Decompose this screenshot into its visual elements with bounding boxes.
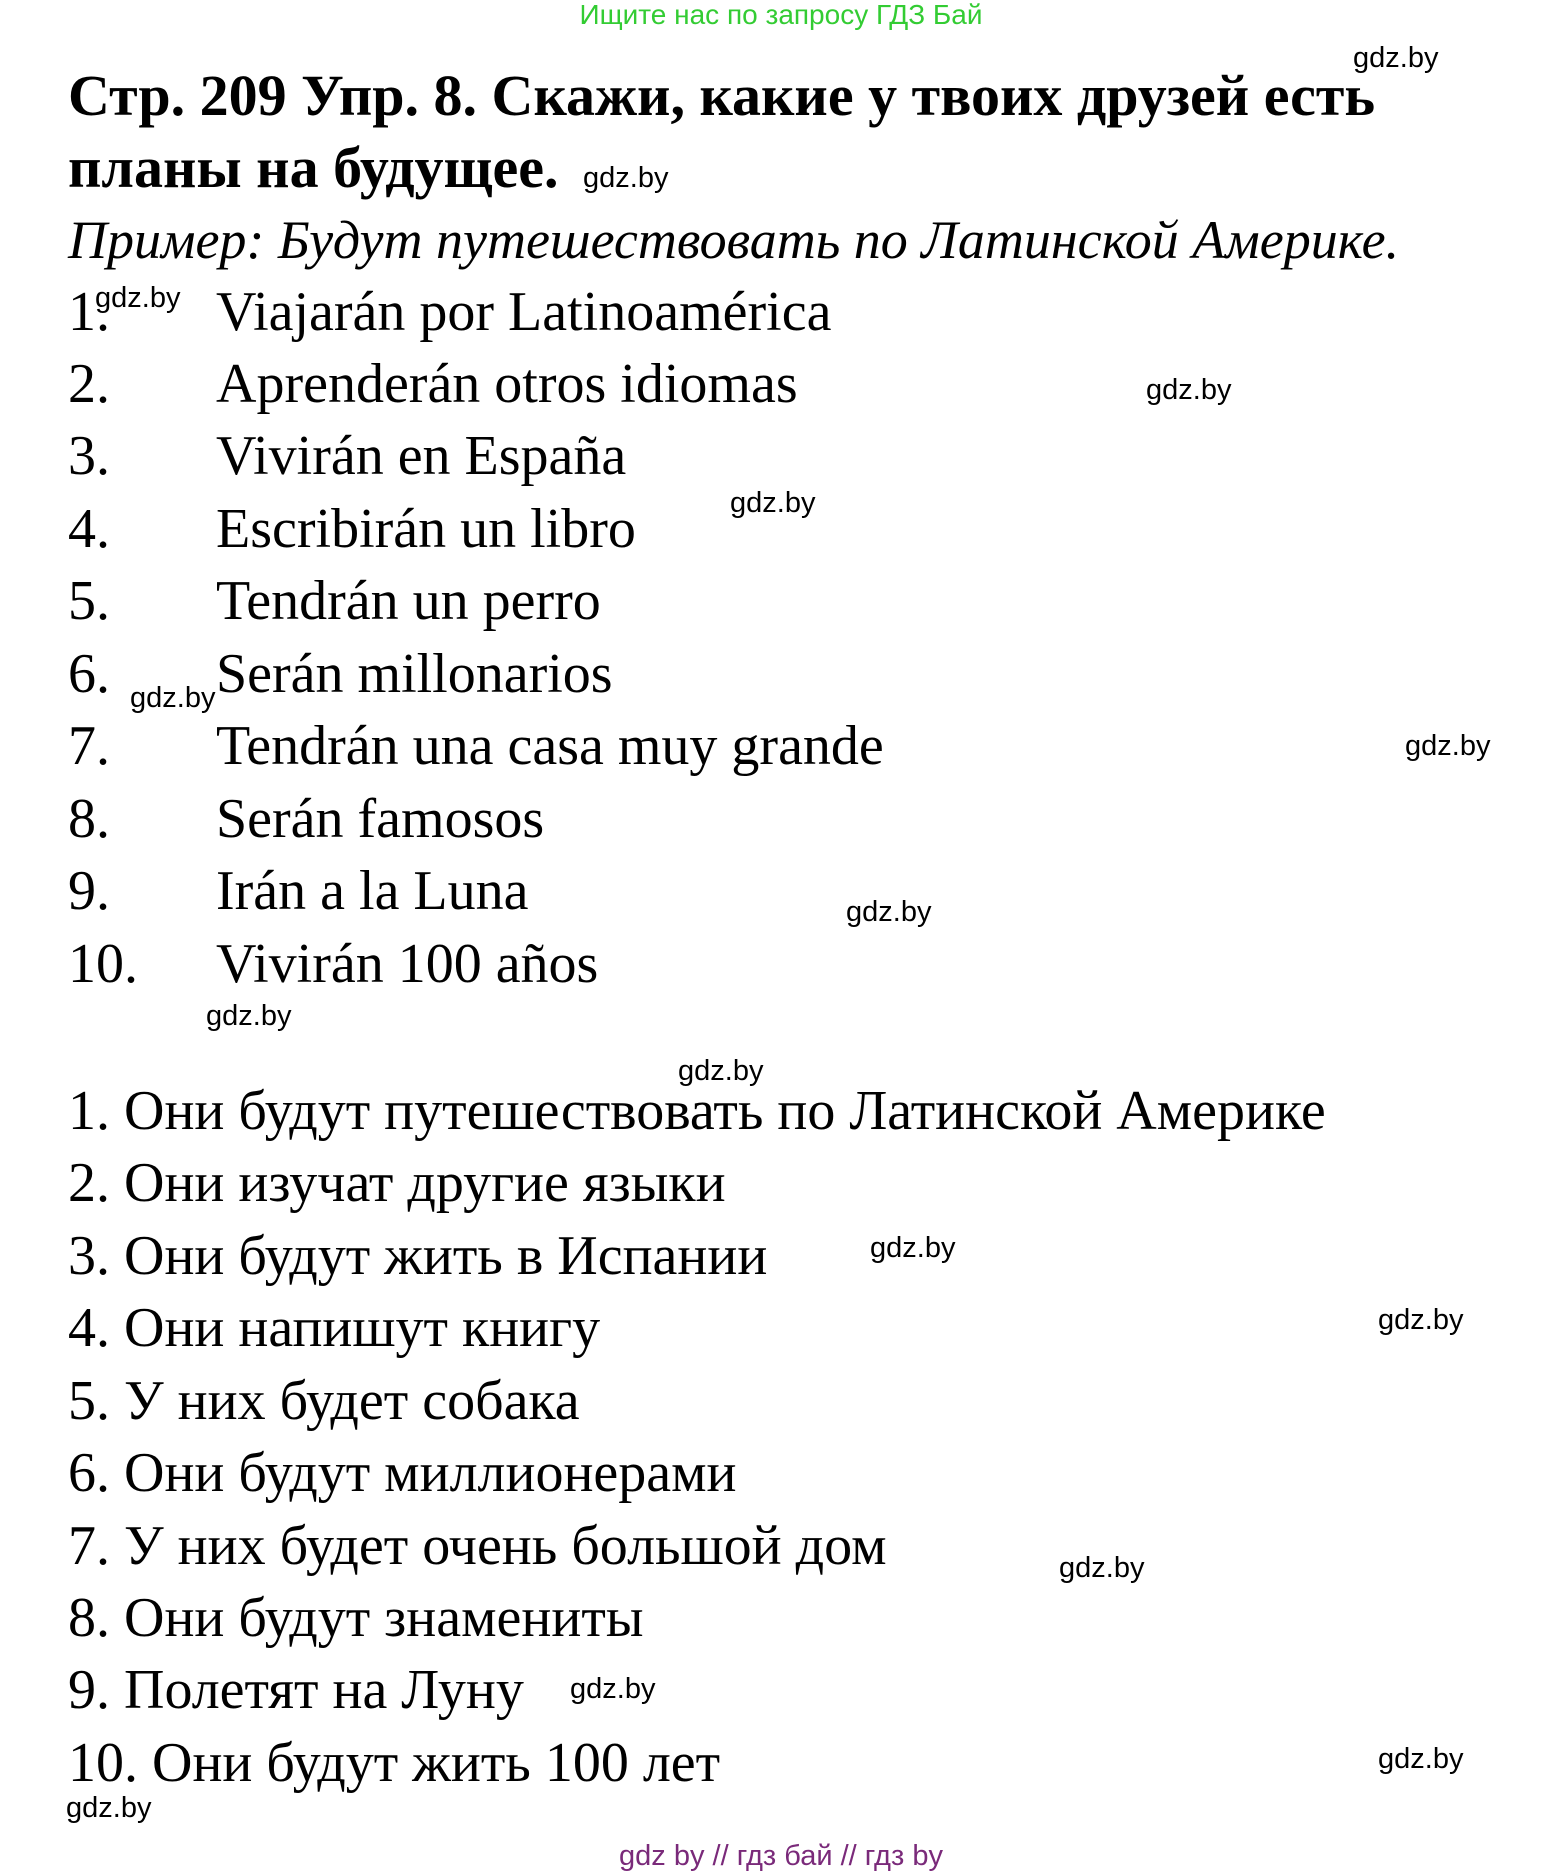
watermark: gdz.by <box>1146 374 1232 406</box>
watermark: gdz.by <box>730 487 816 519</box>
footer-links: gdz by // гдз бай // гдз by <box>619 1840 943 1872</box>
translation-item: 5. У них будет собака <box>68 1370 580 1432</box>
item-text: Vivirán en España <box>216 425 627 487</box>
spanish-item <box>68 859 528 923</box>
item-text: Viajarán por Latinoamérica <box>216 281 832 343</box>
translation-item: 10. Они будут жить 100 лет <box>68 1732 721 1794</box>
translation-item: 1. Они будут путешествовать по Латинской Америке <box>68 1080 1326 1142</box>
item-number: 3. <box>68 425 110 487</box>
spanish-item <box>68 569 601 633</box>
item-text: Irán a la Luna <box>216 860 529 922</box>
item-number: 7. <box>68 715 110 777</box>
spanish-item <box>68 497 636 561</box>
item-number: 1. <box>68 281 110 343</box>
item-text: Tendrán una casa muy grande <box>216 715 884 777</box>
watermark: gdz.by <box>95 282 181 314</box>
item-number: 10. <box>68 933 138 995</box>
watermark: gdz.by <box>570 1673 656 1705</box>
heading-line-1: Стр. 209 Упр. 8. Скажи, какие у твоих друзей есть <box>68 63 1376 128</box>
translation-item: 2. Они изучат другие языки <box>68 1152 726 1214</box>
item-number: 4. <box>68 498 110 560</box>
heading-line-2-text: планы на будущее. <box>68 135 559 200</box>
item-text: Vivirán 100 años <box>216 933 599 995</box>
watermark: gdz.by <box>870 1232 956 1264</box>
watermark: gdz.by <box>1059 1552 1145 1584</box>
translation-item: 6. Они будут миллионерами <box>68 1442 737 1504</box>
watermark: gdz.by <box>1405 730 1491 762</box>
translation-item: 3. Они будут жить в Испании <box>68 1225 768 1287</box>
watermark: gdz.by <box>1378 1743 1464 1775</box>
spanish-item <box>68 352 798 416</box>
item-text: Aprenderán otros idiomas <box>216 353 798 415</box>
watermark: gdz.by <box>130 682 216 714</box>
translation-item: 7. У них будет очень большой дом <box>68 1515 887 1577</box>
spanish-item <box>68 280 831 344</box>
item-number: 5. <box>68 570 110 632</box>
item-number: 6. <box>68 643 110 705</box>
spanish-item <box>68 424 626 488</box>
item-text: Serán millonarios <box>216 643 613 705</box>
watermark: gdz.by <box>206 1000 292 1032</box>
item-number: 9. <box>68 860 110 922</box>
watermark: gdz.by <box>583 162 669 194</box>
item-number: 2. <box>68 353 110 415</box>
spanish-item <box>68 787 544 851</box>
translation-item: 9. Полетят на Луну <box>68 1659 524 1721</box>
spanish-item <box>68 714 884 778</box>
top-banner: Ищите нас по запросу ГДЗ Бай <box>579 0 983 30</box>
translation-item: 4. Они напишут книгу <box>68 1297 601 1359</box>
watermark: gdz.by <box>846 896 932 928</box>
watermark: gdz.by <box>1378 1304 1464 1336</box>
translation-item: 8. Они будут знамениты <box>68 1587 644 1649</box>
watermark: gdz.by <box>678 1055 764 1087</box>
item-text: Serán famosos <box>216 788 545 850</box>
item-number: 8. <box>68 788 110 850</box>
spanish-item <box>68 932 598 996</box>
example-text: Пример: Будут путешествовать по Латинской Америке. <box>68 210 1400 270</box>
watermark: gdz.by <box>1353 42 1439 74</box>
heading-line-2 <box>68 136 1508 200</box>
item-text: Tendrán un perro <box>216 570 601 632</box>
watermark: gdz.by <box>66 1792 152 1824</box>
item-text: Escribirán un libro <box>216 498 636 560</box>
